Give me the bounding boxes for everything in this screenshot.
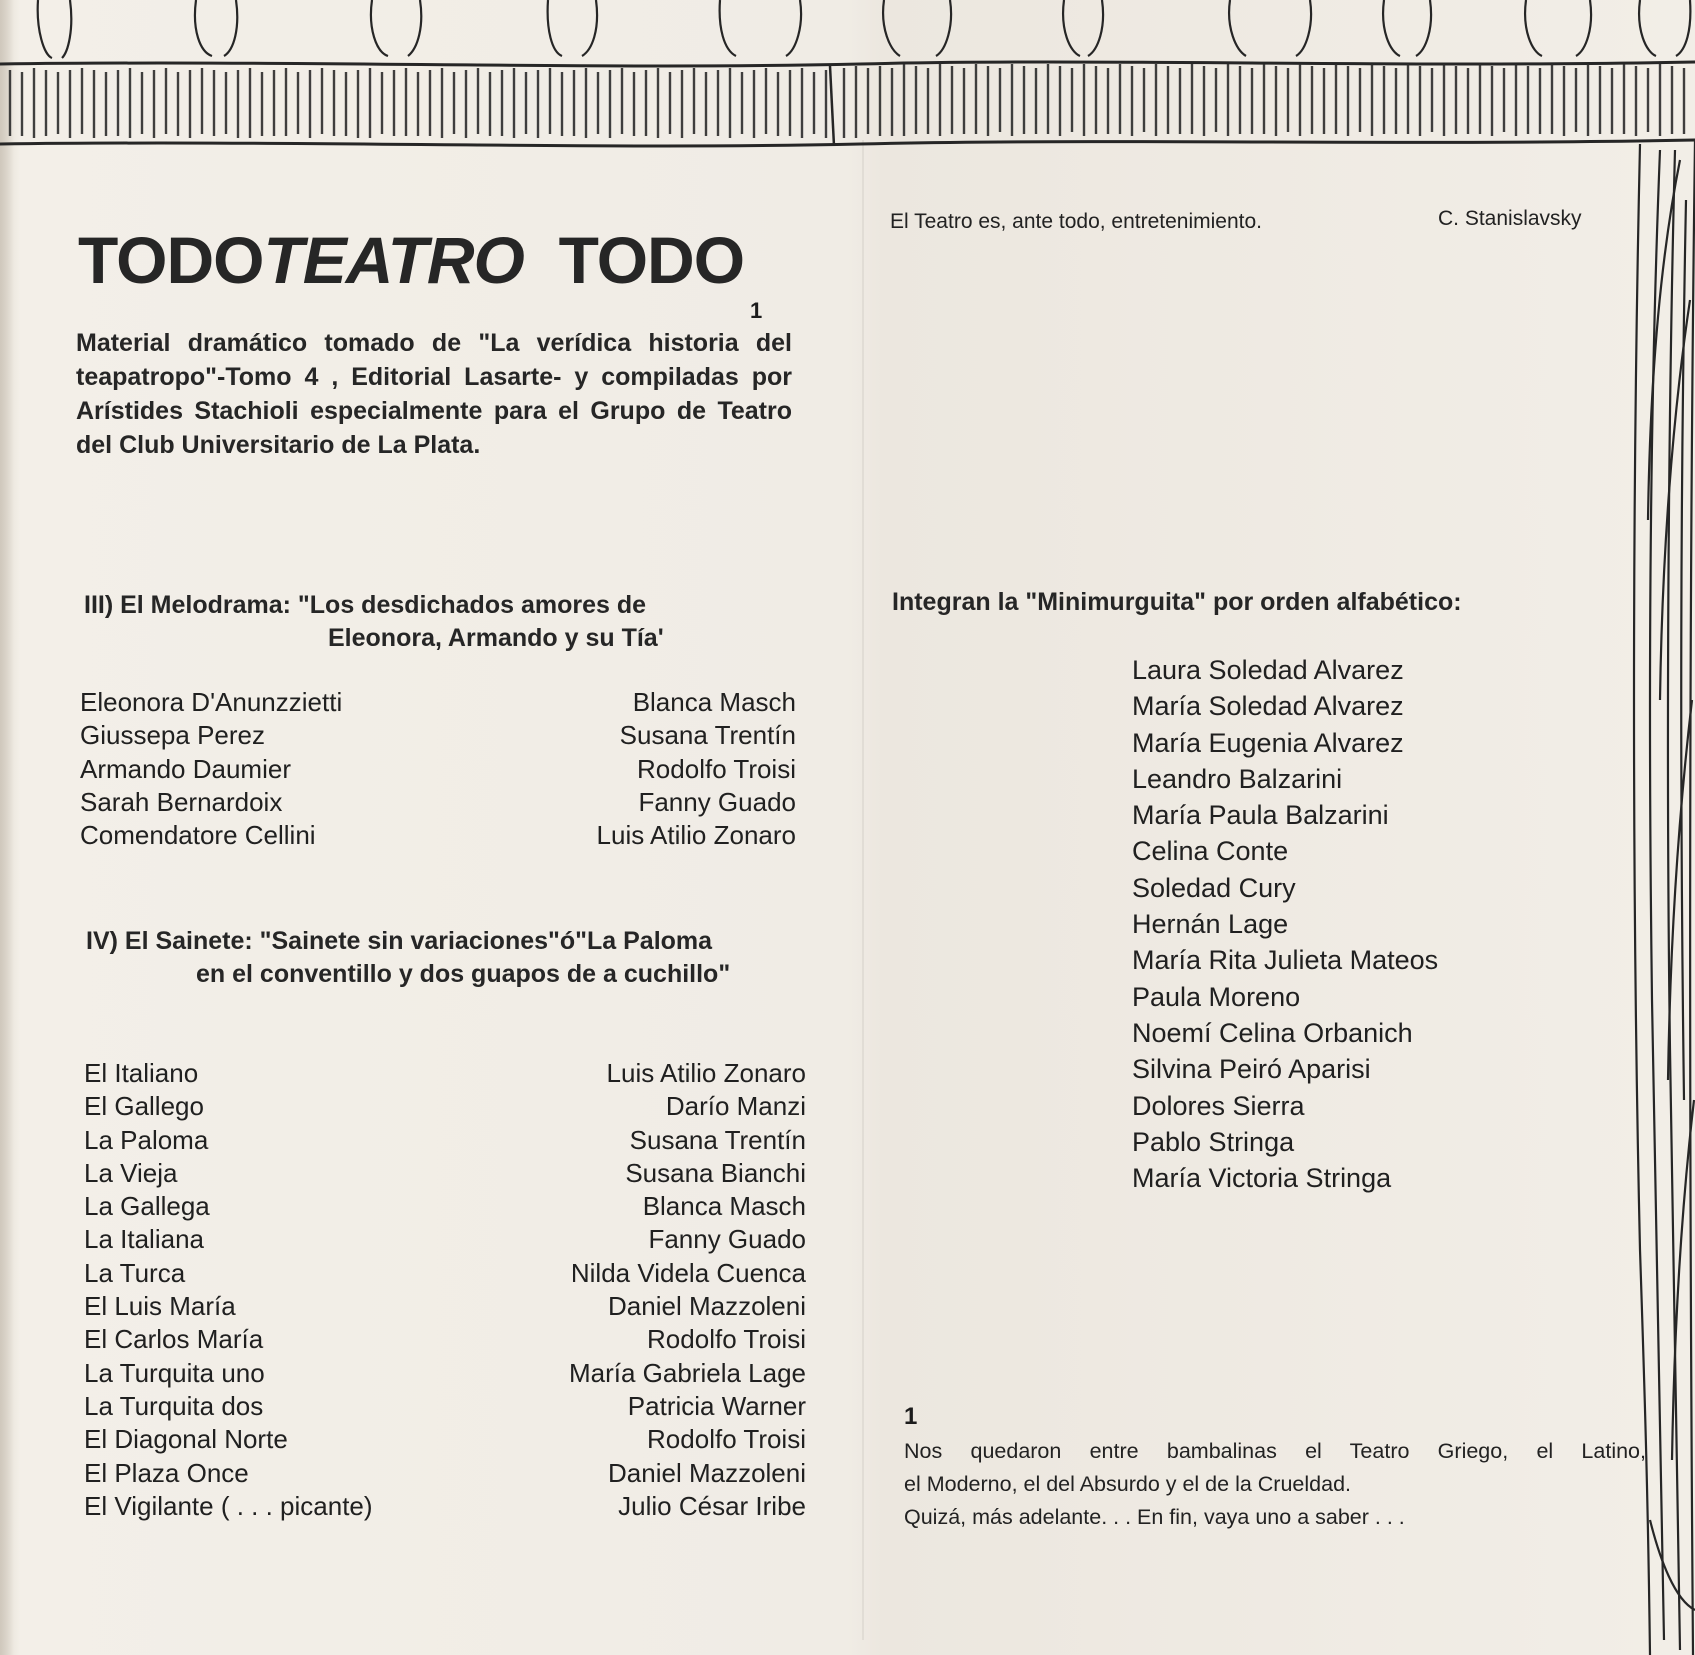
cast-role: El Luis María	[84, 1291, 236, 1322]
cast-row	[84, 1190, 806, 1223]
footnote-text	[904, 1435, 1646, 1534]
section3-heading-line1: III) El Melodrama: "Los desdichados amores de	[84, 591, 646, 619]
cast-row	[80, 819, 796, 852]
cast-role: El Plaza Once	[84, 1457, 249, 1488]
cast-actor: Rodolfo Troisi	[647, 1324, 806, 1355]
epigraph-author: C. Stanislavsky	[1438, 207, 1582, 230]
cast-actor: Blanca Masch	[642, 1191, 806, 1222]
cast-actor: Susana Bianchi	[625, 1157, 806, 1188]
title-teatro: TEATRO	[263, 223, 524, 297]
cast-actor: Luis Atilio Zonaro	[596, 820, 796, 851]
cast-row	[80, 786, 796, 819]
cast-row	[84, 1490, 806, 1523]
cast-role: La Turquita dos	[84, 1390, 264, 1421]
cast-row	[84, 1323, 806, 1356]
cast-actor: Rodolfo Troisi	[647, 1424, 806, 1455]
minimurguita-member-list	[1132, 652, 1438, 1196]
cast-role: La Italiana	[84, 1224, 204, 1255]
cast-row	[84, 1090, 806, 1123]
cast-actor: Daniel Mazzoleni	[608, 1457, 806, 1488]
cast-role: El Gallego	[84, 1091, 204, 1122]
cast-row	[84, 1223, 806, 1256]
section3-heading-line2: Eleonora, Armando y su Tía'	[328, 624, 664, 652]
intro-paragraph: Material dramático tomado de "La verídica historia del teapatropo"-Tomo 4 , Editorial Lasarte- y compiladas por Arístides Stachioli especialmente para el Grupo de Teatro del Club Universitario de La Plata.	[76, 329, 792, 459]
member-name: Laura Soledad Alvarez	[1132, 655, 1404, 685]
member-name: Dolores Sierra	[1132, 1090, 1305, 1121]
cast-role: La Vieja	[84, 1157, 178, 1188]
section4-heading-line1: IV) El Sainete: "Sainete sin variaciones"ó"La Paloma	[86, 927, 713, 955]
section4-heading-line2: en el conventillo y dos guapos de a cuchillo"	[196, 960, 731, 988]
cast-role: La Gallega	[84, 1191, 210, 1222]
member-name: Silvina Peiró Aparisi	[1132, 1054, 1371, 1085]
member-name: María Eugenia Alvarez	[1132, 727, 1404, 758]
cast-actor: Luis Atilio Zonaro	[606, 1058, 806, 1088]
curtain-right-drape	[1634, 140, 1695, 1655]
member-name: Paula Moreno	[1132, 981, 1301, 1012]
cast-actor: Susana Trentín	[629, 1124, 806, 1155]
cast-role: Comendatore Cellini	[80, 820, 316, 851]
footnote-number: 1	[904, 1403, 918, 1430]
member-name: María Victoria Stringa	[1132, 1163, 1392, 1194]
cast-role: Sarah Bernardoix	[80, 786, 283, 817]
member-name: María Rita Julieta Mateos	[1132, 945, 1439, 976]
cast-actor: Susana Trentín	[619, 720, 796, 751]
cast-row	[84, 1423, 806, 1456]
cast-actor: Fanny Guado	[648, 1224, 806, 1255]
cast-actor: Rodolfo Troisi	[637, 753, 796, 784]
member-name: Soledad Cury	[1132, 872, 1296, 903]
page-title	[78, 222, 744, 298]
cast-row	[84, 1357, 806, 1390]
melodrama-cast-list	[80, 686, 796, 852]
cast-actor: María Gabriela Lage	[568, 1357, 806, 1388]
title-todo-1: TODO	[78, 223, 264, 297]
cast-row	[84, 1457, 806, 1490]
cast-row	[84, 1057, 806, 1090]
cast-actor: Blanca Masch	[632, 687, 796, 717]
footnote-line: el Moderno, el del Absurdo y el de la Crueldad.	[904, 1472, 1351, 1496]
member-name: Pablo Stringa	[1132, 1126, 1295, 1157]
epigraph-quote: El Teatro es, ante todo, entretenimiento.	[890, 210, 1263, 233]
member-name: María Soledad Alvarez	[1132, 691, 1404, 722]
cast-role: Giussepa Perez	[80, 720, 265, 751]
cast-role: El Vigilante ( . . . picante)	[84, 1490, 373, 1521]
footnote-line: Nos quedaron entre bambalinas el Teatro Griego, el Latino,	[904, 1439, 1646, 1463]
title-todo-2: TODO	[558, 223, 745, 297]
cast-actor: Nilda Videla Cuenca	[570, 1257, 806, 1288]
cast-row	[80, 719, 796, 752]
footnote-line: Quizá, más adelante. . . En fin, vaya uno a saber . . .	[904, 1505, 1405, 1529]
cast-role: La Turca	[84, 1257, 186, 1288]
cast-role: Armando Daumier	[80, 753, 291, 784]
cast-row	[84, 1124, 806, 1157]
footnote-marker: 1	[750, 298, 763, 323]
member-name: Noemí Celina Orbanich	[1132, 1017, 1413, 1048]
cast-row	[84, 1257, 806, 1290]
member-name: María Paula Balzarini	[1132, 800, 1389, 831]
cast-actor: Daniel Mazzoleni	[608, 1291, 806, 1322]
member-name: Celina Conte	[1132, 836, 1289, 867]
cast-actor: Darío Manzi	[665, 1091, 806, 1122]
minimurguita-heading: Integran la "Minimurguita" por orden alfabético:	[892, 588, 1462, 616]
cast-actor: Patricia Warner	[627, 1390, 806, 1421]
member-name: Hernán Lage	[1132, 909, 1289, 940]
cast-row	[80, 753, 796, 786]
cast-role: El Carlos María	[84, 1324, 264, 1355]
sainete-cast-list	[84, 1057, 806, 1523]
cast-role: La Paloma	[84, 1124, 209, 1155]
cast-actor: Julio César Iribe	[618, 1490, 806, 1521]
cast-row	[84, 1157, 806, 1190]
cast-row	[80, 686, 796, 719]
curtain-top-valance	[0, 0, 1695, 146]
cast-role: Eleonora D'Anunzzietti	[80, 687, 343, 717]
cast-role: El Diagonal Norte	[84, 1424, 288, 1455]
cast-role: El Italiano	[84, 1058, 199, 1088]
cast-role: La Turquita uno	[84, 1357, 265, 1388]
cast-row	[84, 1290, 806, 1323]
cast-row	[84, 1390, 806, 1423]
member-name: Leandro Balzarini	[1132, 763, 1343, 794]
cast-actor: Fanny Guado	[638, 786, 796, 817]
